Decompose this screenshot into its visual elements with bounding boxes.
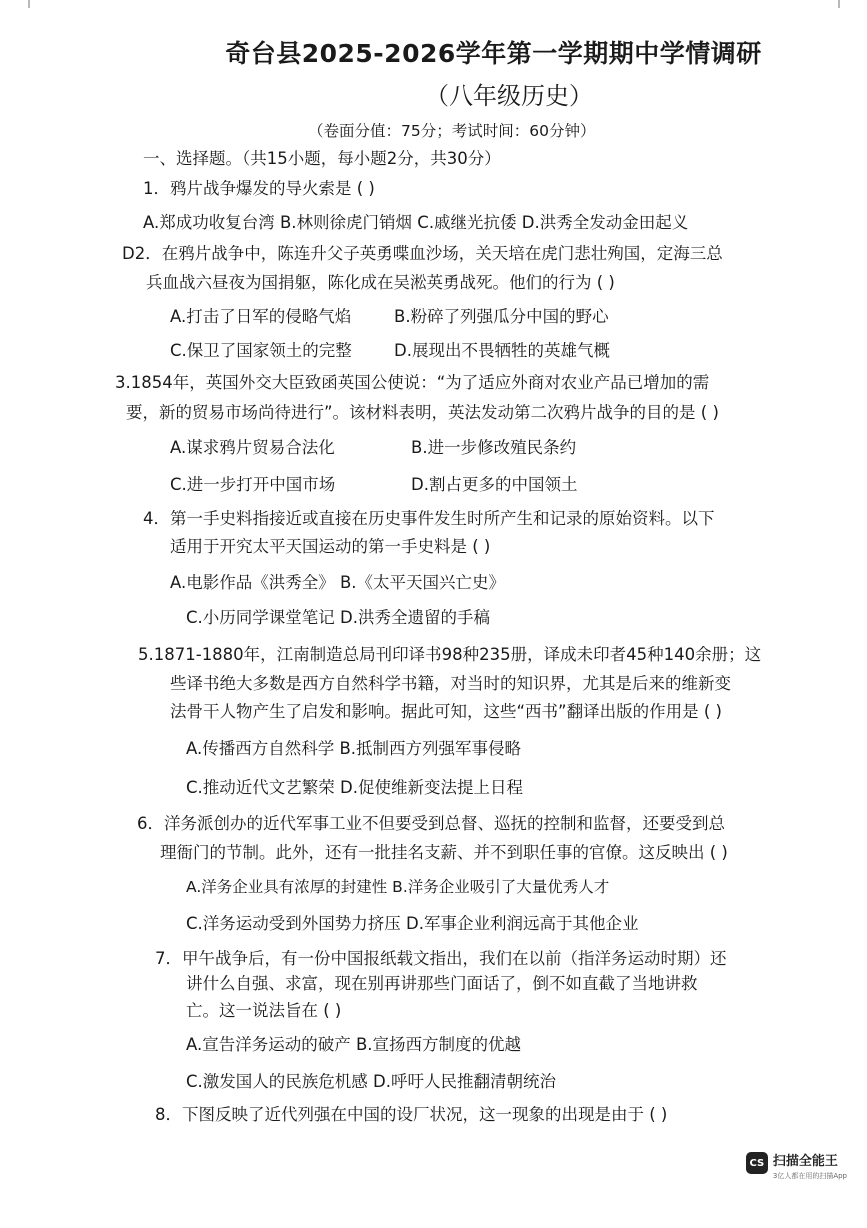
question-4-stem-line2: 适用于开究太平天国运动的第一手史料是 ( ) xyxy=(170,537,491,556)
question-3-stem-line2: 要，新的贸易市场尚待进行”。该材料表明，英法发动第二次鸦片战争的目的是 ( ) xyxy=(126,403,719,422)
exam-subtitle: （八年级历史） xyxy=(425,82,593,110)
question-5-stem-line3: 法骨干人物产生了启发和影响。据此可知，这些“西书”翻译出版的作用是 ( ) xyxy=(170,702,722,721)
scanner-watermark xyxy=(746,1150,847,1181)
question-2-stem-line2: 兵血战六昼夜为国捐躯，陈化成在吴淞英勇战死。他们的行为 ( ) xyxy=(146,273,615,292)
question-5-stem-line2: 些译书绝大多数是西方自然科学书籍，对当时的知识界，尤其是后来的维新变 xyxy=(170,674,731,693)
question-3-option-d: D.割占更多的中国领土 xyxy=(411,475,578,494)
page-corner-mark-left xyxy=(28,0,30,8)
question-8-stem: 8．下图反映了近代列强在中国的设厂状况，这一现象的出现是由于 ( ) xyxy=(155,1105,668,1124)
question-4-options-cd: C.小历同学课堂笔记 D.洪秀全遗留的手稿 xyxy=(186,608,490,627)
page-corner-mark-right xyxy=(838,0,840,8)
camscanner-logo-icon: CS xyxy=(746,1152,768,1174)
question-5-options-cd: C.推动近代文艺繁荣 D.促使维新变法提上日程 xyxy=(186,778,523,797)
question-7-stem-line2: 讲什么自强、求富，现在别再讲那些门面话了，倒不如直截了当地讲救 xyxy=(186,974,698,993)
question-7-stem-line1: 7．甲午战争后，有一份中国报纸载文指出，我们在以前（指洋务运动时期）还 xyxy=(155,949,727,968)
question-6-options-ab: A.洋务企业具有浓厚的封建性 B.洋务企业吸引了大量优秀人才 xyxy=(186,878,610,896)
question-5-stem-line1: 5.1871-1880年，江南制造总局刊印译书98种235册，译成未印者45种140余册；这 xyxy=(138,645,762,664)
question-6-stem-line1: 6．洋务派创办的近代军事工业不但要受到总督、巡抚的控制和监督，还要受到总 xyxy=(137,814,725,833)
watermark-name: 扫描全能王 xyxy=(772,1154,838,1169)
question-3-option-a: A.谋求鸦片贸易合法化 xyxy=(170,438,335,457)
question-6-options-cd: C.洋务运动受到外国势力挤压 D.军事企业利润远高于其他企业 xyxy=(186,914,639,933)
question-2-stem-line1: D2．在鸦片战争中，陈连升父子英勇喋血沙场，关天培在虎门悲壮殉国，定海三总 xyxy=(122,244,723,263)
question-1-stem: 1．鸦片战争爆发的导火索是 ( ) xyxy=(143,179,375,198)
question-2-option-d: D.展现出不畏牺牲的英雄气概 xyxy=(394,341,610,360)
question-4-options-ab: A.电影作品《洪秀全》 B.《太平天国兴亡史》 xyxy=(170,573,506,592)
question-2-option-b: B.粉碎了列强瓜分中国的野心 xyxy=(394,307,609,326)
question-3-stem-line1: 3.1854年，英国外交大臣致函英国公使说：“为了适应外商对农业产品已增加的需 xyxy=(115,373,710,392)
question-3-option-c: C.进一步打开中国市场 xyxy=(170,475,336,494)
question-1-options: A.郑成功收复台湾 B.林则徐虎门销烟 C.戚继光抗倭 D.洪秀全发动金田起义 xyxy=(143,213,689,232)
question-4-stem-line1: 4．第一手史料指接近或直接在历史事件发生时所产生和记录的原始资料。以下 xyxy=(143,509,715,528)
question-6-stem-line2: 理衙门的节制。此外，还有一批挂名支薪、并不到职任事的官僚。这反映出 ( ) xyxy=(160,843,728,862)
question-7-stem-line3: 亡。这一说法旨在 ( ) xyxy=(186,1001,342,1020)
question-3-option-b: B.进一步修改殖民条约 xyxy=(411,438,577,457)
exam-info: （卷面分值：75分；考试时间：60分钟） xyxy=(308,122,596,140)
question-7-options-ab: A.宣告洋务运动的破产 B.宣扬西方制度的优越 xyxy=(186,1035,522,1054)
exam-title: 奇台县2025-2026学年第一学期期中学情调研 xyxy=(225,39,762,68)
watermark-tagline: 3亿人都在用的扫描App xyxy=(772,1172,847,1180)
question-2-option-c: C.保卫了国家领土的完整 xyxy=(170,341,352,360)
question-7-options-cd: C.激发国人的民族危机感 D.呼吁人民推翻清朝统治 xyxy=(186,1072,556,1091)
question-2-option-a: A.打击了日军的侵略气焰 xyxy=(170,307,352,326)
question-5-options-ab: A.传播西方自然科学 B.抵制西方列强军事侵略 xyxy=(186,739,522,758)
section-heading: 一、选择题。（共15小题，每小题2分，共30分） xyxy=(143,149,501,168)
